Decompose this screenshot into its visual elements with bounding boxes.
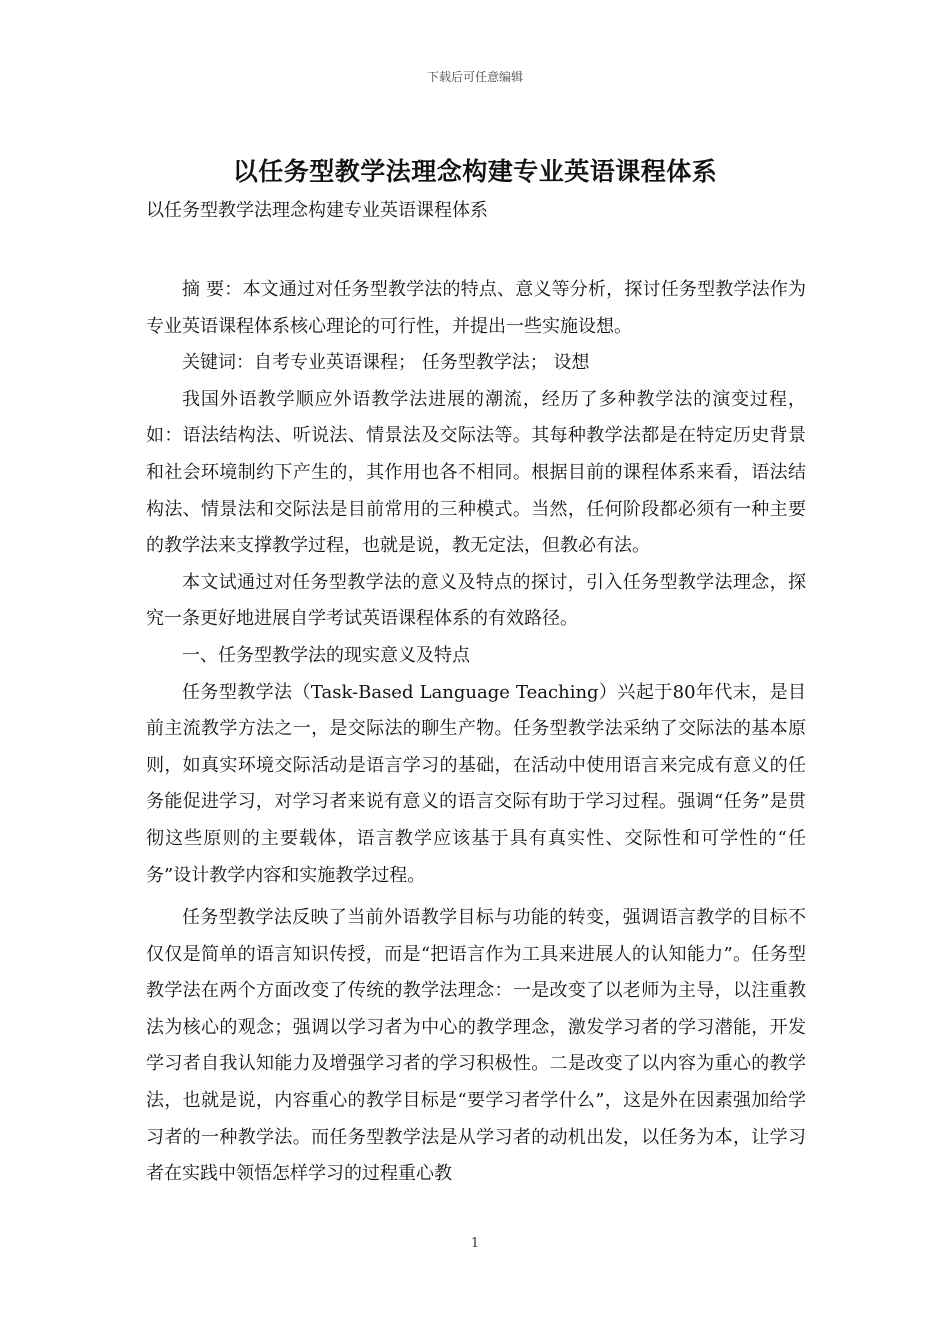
page-number: 1 (470, 1236, 480, 1251)
document-body (146, 272, 806, 1193)
body-paragraph: 任务型教学法（Task-Based Language Teaching）兴起于80年代末，是目前主流教学方法之一，是交际法的聊生产物。任务型教学法采纳了交际法的基本原则，如真实环境交际活动是语言学习的基础，在活动中使用语言来完成有意义的任务能促进学习，对学习者来说有意义的语言交际有助于学习过程。强调“任务”是贯彻这些原则的主要载体，语言教学应该基于具有真实性、交际性和可学性的“任务”设计教学内容和实施教学过程。 (146, 681, 806, 886)
header-note: 下载后可任意编辑 (426, 70, 523, 84)
document-subtitle: 以任务型教学法理念构建专业英语课程体系 (146, 200, 488, 221)
abstract-paragraph: 摘 要：本文通过对任务型教学法的特点、意义等分析，探讨任务型教学法作为专业英语课程体系核心理论的可行性，并提出一些实施设想。 (146, 279, 806, 337)
keywords-paragraph: 关键词：自考专业英语课程； 任务型教学法； 设想 (182, 352, 590, 374)
body-paragraph: 任务型教学法反映了当前外语教学目标与功能的转变，强调语言教学的目标不仅仅是简单的语言知识传授，而是“把语言作为工具来进展人的认知能力”。任务型教学法在两个方面改变了传统的教学法理念：一是改变了以老师为主导，以注重教法为核心的观念；强调以学习者为中心的教学理念，激发学习者的学习潜能，开发学习者自我认知能力及增强学习者的学习积极性。二是改变了以内容为重心的教学法，也就是说，内容重心的教学目标是“要学习者学什么”，这是外在因素强加给学习者的一种教学法。而任务型教学法是从学习者的动机出发，以任务为本，让学习者在实践中领悟怎样学习的过程重心教 (146, 907, 806, 1185)
body-paragraph: 本文试通过对任务型教学法的意义及特点的探讨，引入任务型教学法理念，探究一条更好地进展自学考试英语课程体系的有效路径。 (146, 571, 806, 630)
section-heading: 一、任务型教学法的现实意义及特点 (182, 644, 470, 666)
document-title: 以任务型教学法理念构建专业英语课程体系 (232, 157, 718, 186)
body-paragraph: 我国外语教学顺应外语教学法进展的潮流，经历了多种教学法的演变过程，如：语法结构法、听说法、情景法及交际法等。其每种教学法都是在特定历史背景和社会环境制约下产生的，其作用也各不相同。根据目前的课程体系来看，语法结构法、情景法和交际法是目前常用的三种模式。当然，任何阶段都必须有一种主要的教学法来支撑教学过程，也就是说，教无定法，但教必有法。 (146, 388, 806, 557)
